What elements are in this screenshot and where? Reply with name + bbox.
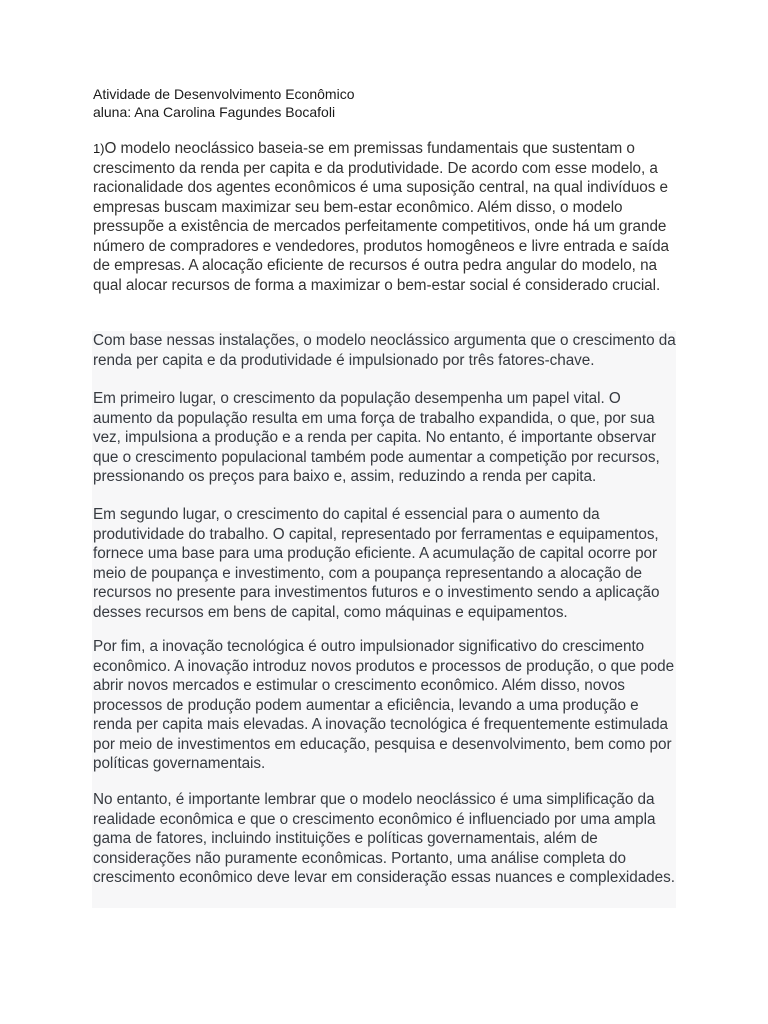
paragraph-6: No entanto, é importante lembrar que o modelo neoclássico é uma simplificação da realidade econômica e que o crescimento econômico é influenciado por uma ampla gama de fatores, incluindo instituições e políticas governamentais, além de considerações não puramente econômicas. Portanto, uma análise completa do crescimento econômico deve levar em consideração essas nuances e complexidades. bbox=[93, 791, 675, 886]
document-title: Atividade de Desenvolvimento Econômico bbox=[93, 86, 355, 102]
paragraph-4: Em segundo lugar, o crescimento do capital é essencial para o aumento da produtividade do trabalho. O capital, representado por ferramentas e equipamentos, fornece uma base para uma produção eficiente. A acumulação de capital ocorre por meio de poupança e investimento, com a poupança representando a alocação de recursos no presente para investimentos futuros e o investimento sendo a aplicação desses recursos em bens de capital, como máquinas e equipamentos. bbox=[93, 506, 660, 621]
document-header bbox=[93, 85, 683, 121]
paragraph-1 bbox=[93, 139, 677, 295]
paragraph-1-text: O modelo neoclássico baseia-se em premissas fundamentais que sustentam o crescimento da renda per capita e da produtividade. De acordo com esse modelo, a racionalidade dos agentes econômicos é uma suposição central, na qual indivíduos e empresas buscam maximizar seu bem-estar econômico. Além disso, o modelo pressupõe a existência de mercados perfeitamente competitivos, onde há um grande número de compradores e vendedores, produtos homogêneos e livre entrada e saída de empresas. A alocação eficiente de recursos é outra pedra angular do modelo, na qual alocar recursos de forma a maximizar o bem-estar social é considerado crucial. bbox=[93, 140, 669, 294]
student-name: aluna: Ana Carolina Fagundes Bocafoli bbox=[93, 104, 336, 120]
paragraph-2: Com base nessas instalações, o modelo neoclássico argumenta que o crescimento da renda per capita e da produtividade é impulsionado por três fatores-chave. bbox=[93, 332, 676, 369]
highlighted-answer-block bbox=[92, 331, 676, 908]
paragraph-5: Por fim, a inovação tecnológica é outro impulsionador significativo do crescimento econômico. A inovação introduz novos produtos e processos de produção, o que pode abrir novos mercados e estimular o crescimento econômico. Além disso, novos processos de produção podem aumentar a eficiência, levando a uma produção e renda per capita mais elevadas. A inovação tecnológica é frequentemente estimulada por meio de investimentos em educação, pesquisa e desenvolvimento, bem como por políticas governamentais. bbox=[93, 638, 675, 772]
question-number: 1) bbox=[93, 141, 105, 156]
paragraph-3: Em primeiro lugar, o crescimento da população desempenha um papel vital. O aumento da população resulta em uma força de trabalho expandida, o que, por sua vez, impulsiona a produção e a renda per capita. No entanto, é importante observar que o crescimento populacional também pode aumentar a competição por recursos, pressionando os preços para baixo e, assim, reduzindo a renda per capita. bbox=[93, 390, 660, 485]
